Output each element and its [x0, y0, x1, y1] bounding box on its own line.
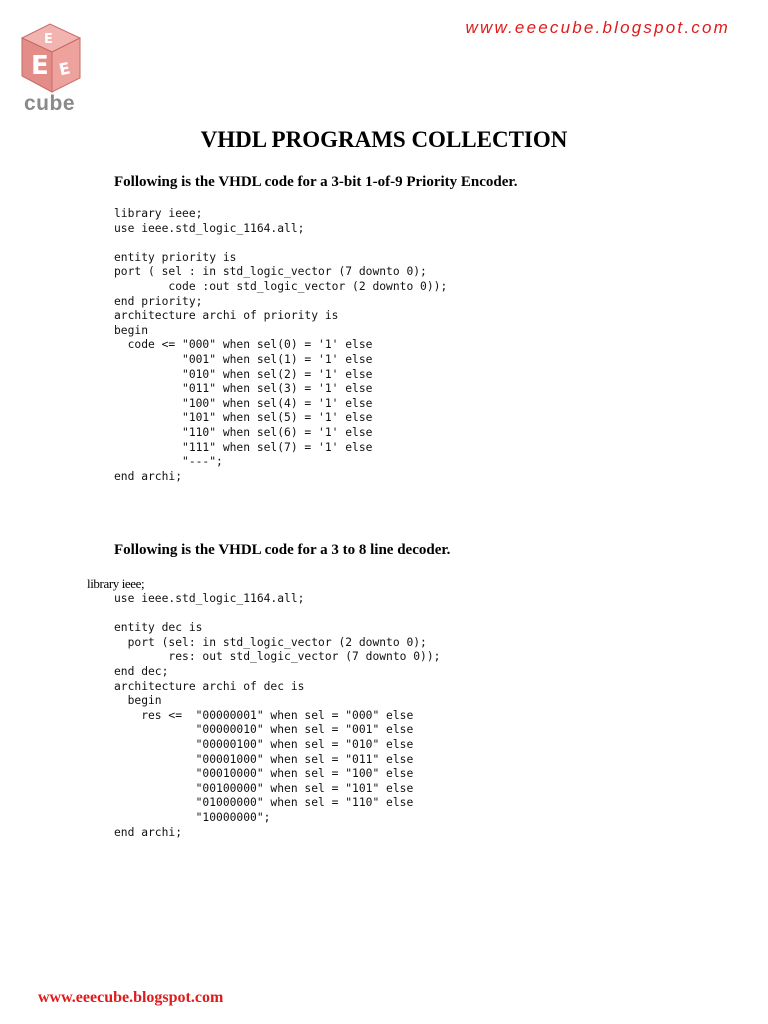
- encoder-intro: Following is the VHDL code for a 3-bit 1-of-9 Priority Encoder.: [114, 174, 518, 190]
- decoder-library-line: library ieee;: [87, 576, 145, 591]
- logo-letter-top: E: [44, 32, 53, 47]
- page-title: VHDL PROGRAMS COLLECTION: [200, 127, 568, 152]
- cube-icon: [22, 24, 80, 92]
- decoder-code-block: use ieee.std_logic_1164.all; entity dec is port (sel: in std_logic_vector (2 downto 0); res: out std_logic_vector (7 downto 0)); end dec; architecture archi of dec is begin res <= "00000001" when sel = "000" else "00000010" when sel = "001" else "00000100" when sel = "010" else "00001000" when sel = "011" else "00010000" when sel = "100" else "00100000" when sel = "101" else "01000000" when sel = "110" else "10000000"; end archi;: [114, 592, 441, 839]
- logo-letter-left: E: [31, 51, 49, 81]
- encoder-code-block: library ieee; use ieee.std_logic_1164.all; entity priority is port ( sel : in std_logic_vector (7 downto 0); code :out std_logic_vector (2 downto 0)); end priority; architecture archi of priority is begin code <= "000" when sel(0) = '1' else "001" when sel(1) = '1' else "010" when sel(2) = '1' else "011" when sel(3) = '1' else "100" when sel(4) = '1' else "101" when sel(5) = '1' else "110" when sel(6) = '1' else "111" when sel(7) = '1' else "---"; end archi;: [114, 207, 448, 483]
- decoder-intro: Following is the VHDL code for a 3 to 8 line decoder.: [114, 542, 451, 558]
- logo-word: cube: [24, 92, 76, 115]
- footer-url[interactable]: www.eeecube.blogspot.com: [38, 989, 224, 1006]
- logo-letter-right: E: [57, 58, 72, 80]
- header-url[interactable]: www.eeecube.blogspot.com: [465, 18, 730, 37]
